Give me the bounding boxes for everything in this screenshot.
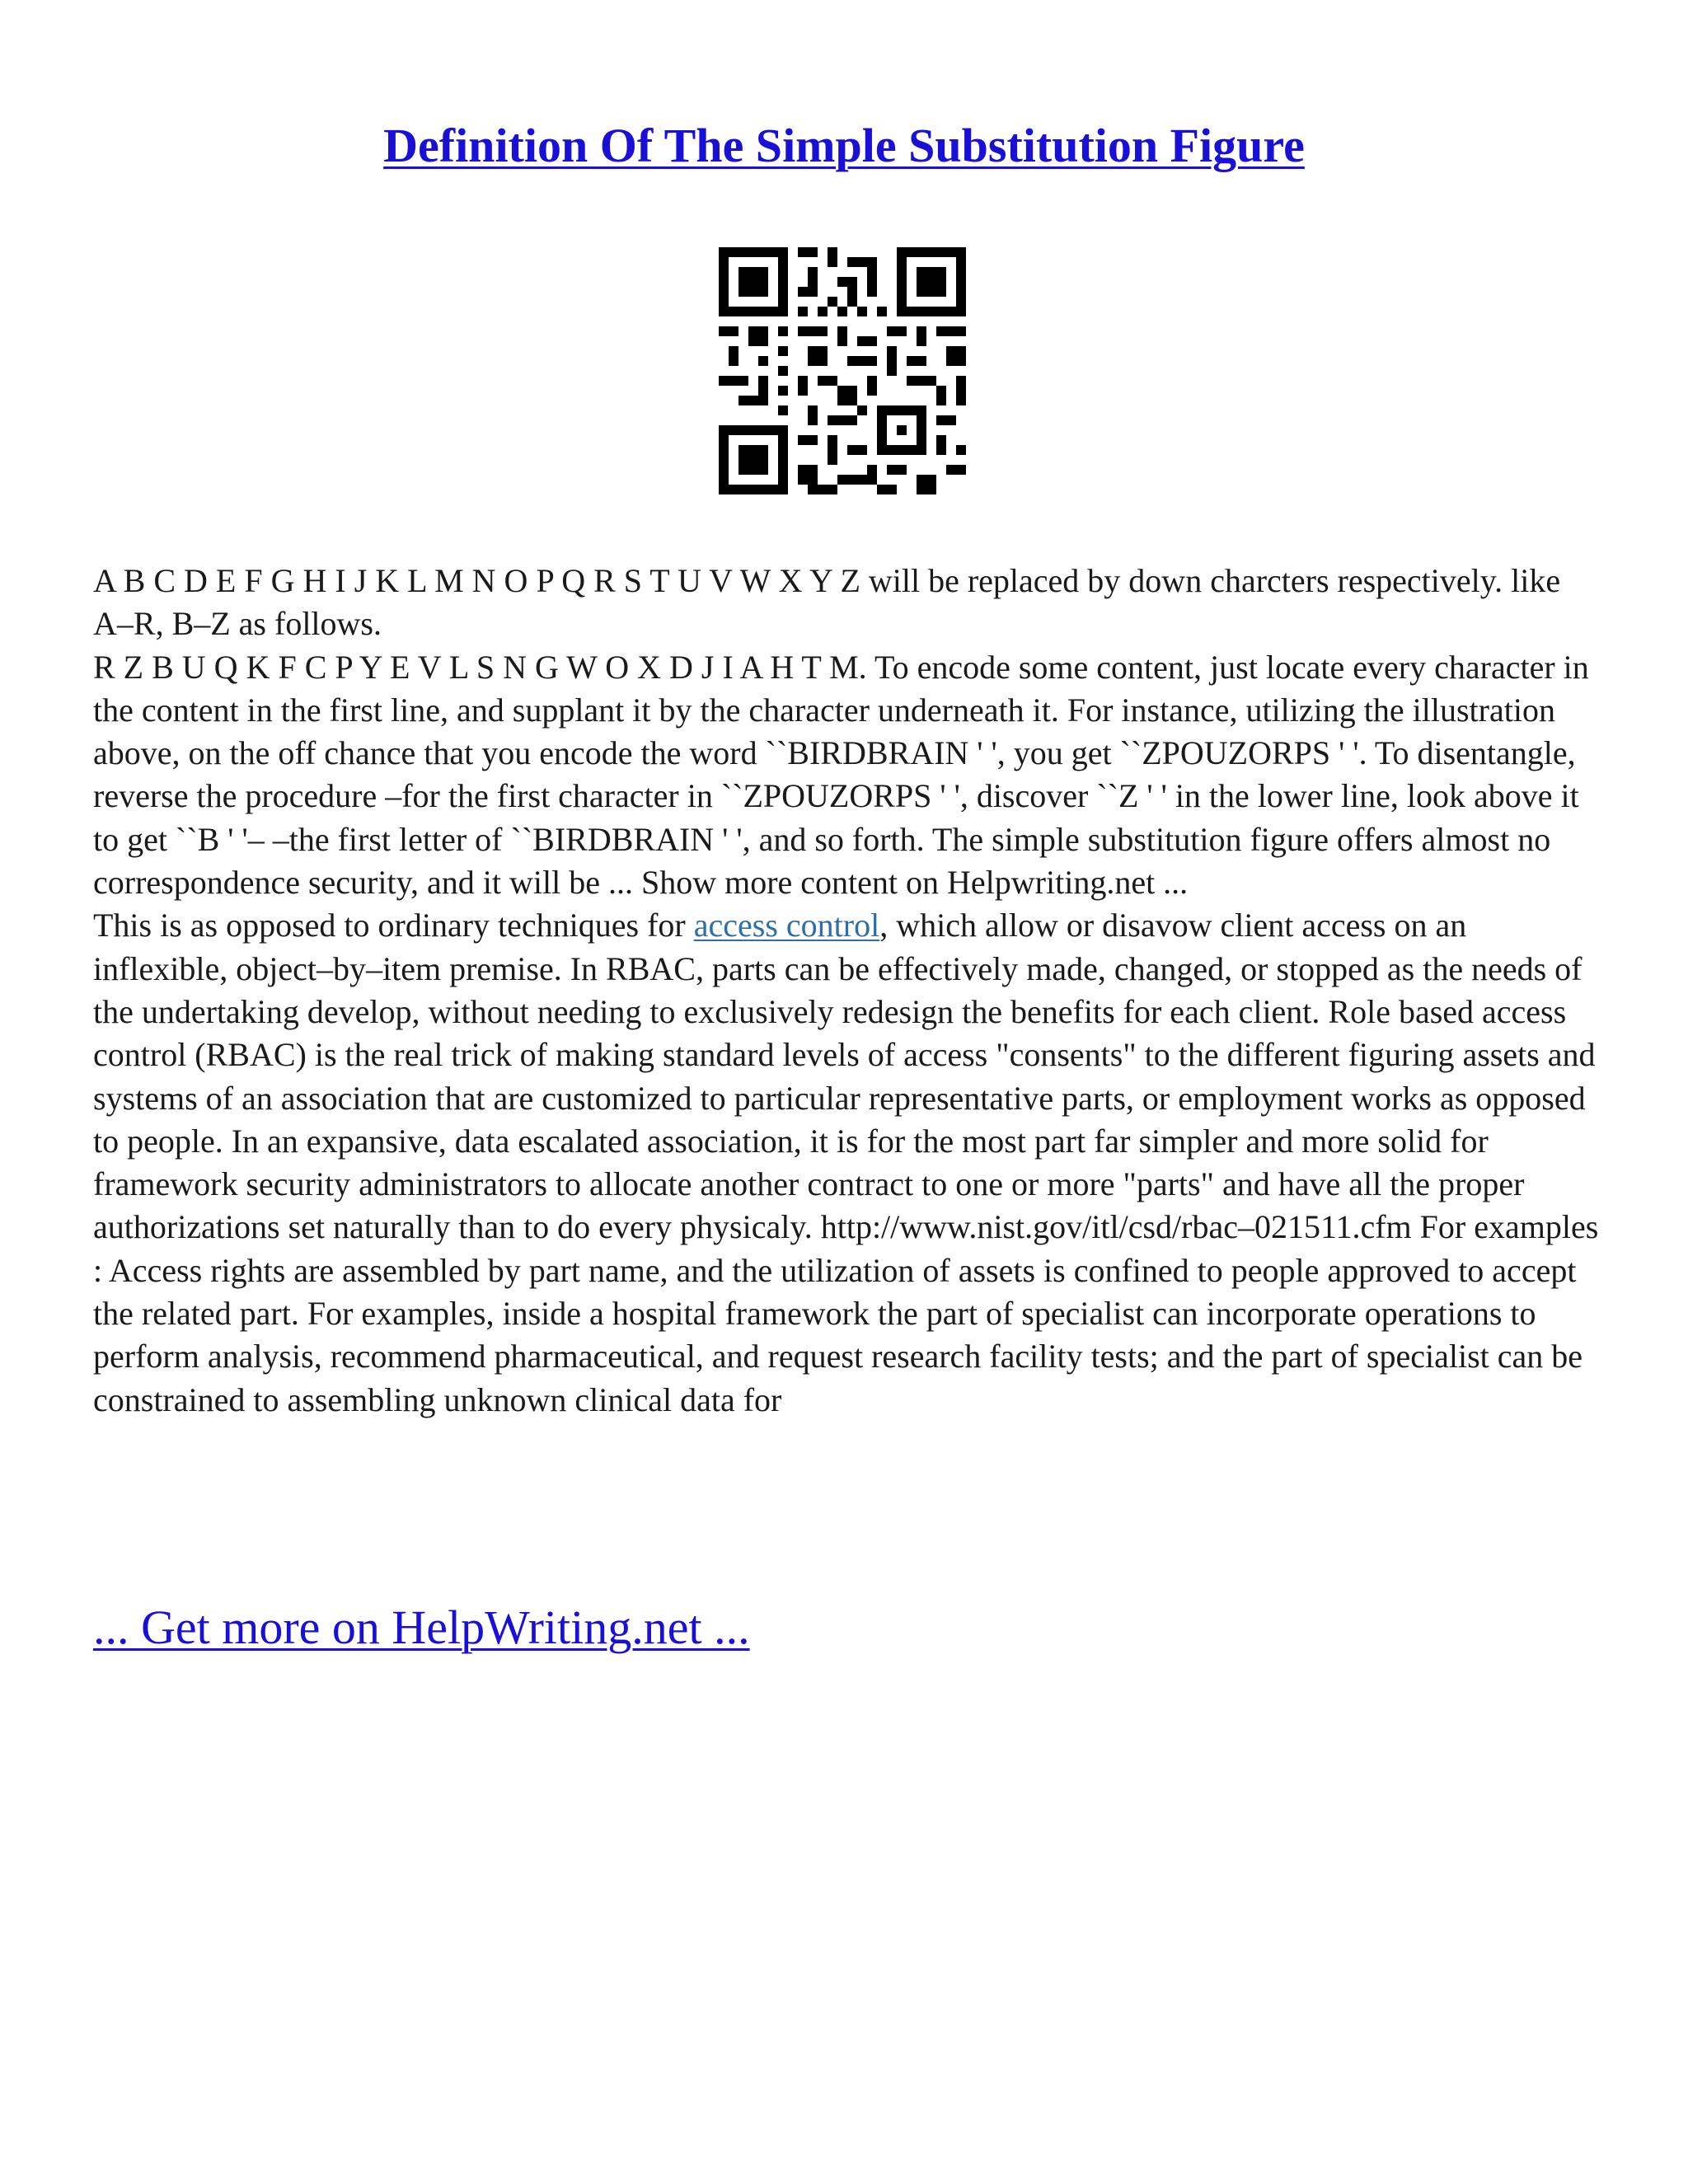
access-control-link[interactable]: access control	[693, 907, 880, 944]
page-title	[0, 117, 1688, 175]
qr-code-icon	[719, 247, 966, 494]
paragraph-rbac-text-end: , which allow or disavow client access on an inflexible, object–by–item premise. In RBAC, parts can be effectively made, changed, or stopped as the needs of the undertaking develop, without needing to exclusively redesign the benefits for each client. Role based access control (RBAC) is the real trick of making standard levels of access "consents" to the different figuring assets and systems of an association that are customized to particular representative parts, or employment works as opposed to people. In an expansive, data escalated association, it is for the most part far simpler and more solid for framework security administrators to allocate another contract to one or more "parts" and have all the proper authorizations set naturally than to do every physicaly. http://www.nist.gov/itl/csd/rbac–021511.cfm For examples : Access rights are assembled by part name, and the utilization of assets is confined to people approved to accept the related part. For examples, inside a hospital framework the part of specialist can incorporate operations to perform analysis, recommend pharmaceutical, and request research facility tests; and the part of specialist can be constrained to assembling unknown clinical data for	[93, 907, 1599, 1418]
paragraph-rbac-text-start: This is as opposed to ordinary techniques for	[93, 907, 694, 944]
title-link[interactable]: Definition Of The Simple Substitution Figure	[383, 119, 1305, 172]
paragraph-rbac	[93, 904, 1601, 1422]
paragraph-alphabet: A B C D E F G H I J K L M N O P Q R S T U V W X Y Z will be replaced by down charcters respectively. like A–R, B–Z as follows.	[93, 562, 1561, 643]
get-more-link-container	[93, 1599, 750, 1657]
paragraph-substitution: R Z B U Q K F C P Y E V L S N G W O X D J I A H T M. To encode some content, just locate every character in the content in the first line, and supplant it by the character underneath it. For instance, utilizing the illustration above, on the off chance that you encode the word ``BIRDBRAIN ' ', you get ``ZPOUZORPS ' '. To disentangle, reverse the procedure –for the first character in ``ZPOUZORPS ' ', discover ``Z ' ' in the lower line, look above it to get ``B ' '– –the first letter of ``BIRDBRAIN ' ', and so forth. The simple substitution figure offers almost no correspondence security, and it will be ... Show more content on Helpwriting.net ...	[93, 648, 1589, 902]
article-body	[93, 560, 1601, 1422]
get-more-link[interactable]: ... Get more on HelpWriting.net ...	[93, 1601, 750, 1654]
